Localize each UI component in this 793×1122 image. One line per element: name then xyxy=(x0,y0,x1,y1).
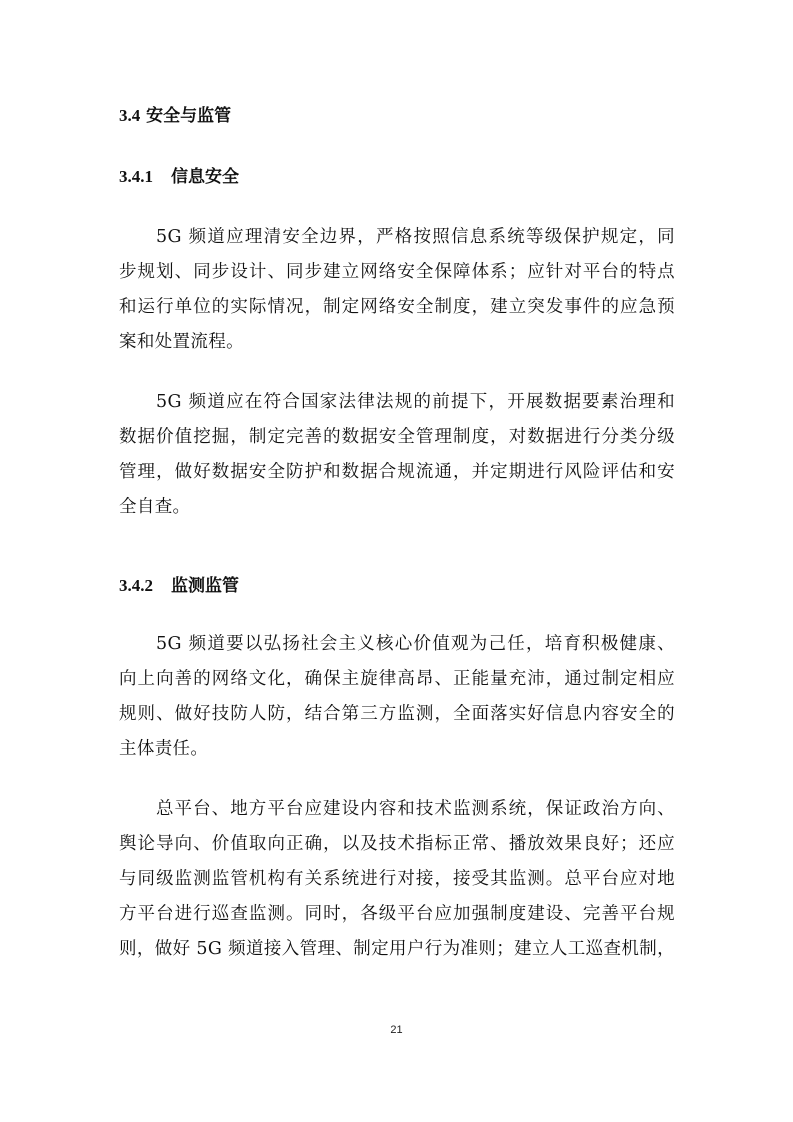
paragraph-line: 方平台进行巡查监测。同时，各级平台应加强制度建设、完善平台规 xyxy=(119,904,675,924)
paragraph-line: 5G 频道应在符合国家法律法规的前提下，开展数据要素治理和 xyxy=(156,392,675,412)
section-title: 监测监管 xyxy=(171,576,239,596)
paragraph-3 xyxy=(119,627,675,767)
paragraph-line: 5G 频道要以弘扬社会主义核心价值观为己任，培育积极健康、 xyxy=(156,634,675,654)
paragraph-line: 管理，做好数据安全防护和数据合规流通，并定期进行风险评估和安 xyxy=(119,462,675,482)
section-number: 3.4.2 xyxy=(119,576,153,595)
paragraph-line: 则，做好 5G 频道接入管理、制定用户行为准则；建立人工巡查机制， xyxy=(119,939,675,959)
paragraph-line: 主体责任。 xyxy=(119,739,209,759)
paragraph-line: 和运行单位的实际情况，制定网络安全制度，建立突发事件的应急预 xyxy=(119,297,675,317)
page-number: 21 xyxy=(390,1024,403,1036)
paragraph-1 xyxy=(119,220,675,360)
paragraph-line: 总平台、地方平台应建设内容和技术监测系统，保证政治方向、 xyxy=(156,799,675,819)
section-heading-3-4-1 xyxy=(119,165,239,189)
section-heading-3-4 xyxy=(119,104,231,128)
paragraph-line: 步规划、同步设计、同步建立网络安全保障体系；应针对平台的特点 xyxy=(119,262,675,282)
paragraph-line: 舆论导向、价值取向正确，以及技术指标正常、播放效果良好；还应 xyxy=(119,834,675,854)
paragraph-2 xyxy=(119,385,675,525)
section-number: 3.4.1 xyxy=(119,167,153,186)
paragraph-line: 5G 频道应理清安全边界，严格按照信息系统等级保护规定，同 xyxy=(156,227,675,247)
section-number: 3.4 xyxy=(119,106,141,125)
section-title: 安全与监管 xyxy=(146,106,232,126)
paragraph-line: 与同级监测监管机构有关系统进行对接，接受其监测。总平台应对地 xyxy=(119,869,675,889)
paragraph-line: 数据价值挖掘，制定完善的数据安全管理制度，对数据进行分类分级 xyxy=(119,427,675,447)
paragraph-line: 全自查。 xyxy=(119,497,191,517)
section-heading-3-4-2 xyxy=(119,574,239,598)
paragraph-4 xyxy=(119,792,675,967)
section-title: 信息安全 xyxy=(171,167,239,187)
paragraph-line: 案和处置流程。 xyxy=(119,332,244,352)
paragraph-line: 向上向善的网络文化，确保主旋律高昂、正能量充沛，通过制定相应 xyxy=(119,669,675,689)
paragraph-line: 规则、做好技防人防，结合第三方监测，全面落实好信息内容安全的 xyxy=(119,704,675,724)
